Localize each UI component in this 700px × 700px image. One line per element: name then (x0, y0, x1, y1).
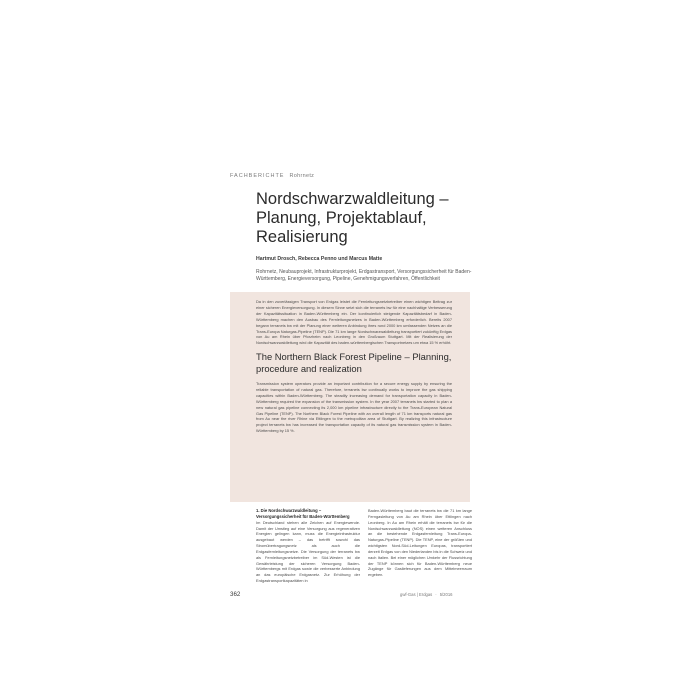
keywords: Rohrnetz, Neubauprojekt, Infrastrukturprojekt, Erdgastransport, Versorgungssicherheit für Baden-Württemberg, Energieversorgung, Pipeline, Genehmigungsverfahren, Öffentlichkeit (256, 269, 472, 282)
abstract-english-title: The Northern Black Forest Pipeline – Planning, procedure and realization (256, 351, 452, 374)
section-heading: 1. Die Nordschwarzwaldleitung – Versorgungssicherheit für Baden-Württemberg (256, 508, 350, 519)
title-line: Nordschwarzwaldleitung – (256, 190, 449, 208)
subsection-label: Rohrnetz (289, 173, 315, 179)
abstract-box (230, 292, 470, 502)
abstract-english: Transmission system operators provide an important contribution for a secure energy supply by ensuring the reliable transportation of natural gas. Therefore, terranets bw continually works to improve the gas shipping capacities within Baden-Württemberg. The steadily increasing demand for transportation capacity in Baden-Württemberg required the expansion of the transmission system. In the year 2007 terranets bw started to plan a new natural gas pipeline connecting its 2,000 km pipeline infrastructure directly to the Trans-European Natural Gas Pipeline (TENP). The Northern Black Forest Pipeline with an overall length of 71 km transports natural gas from Au near the river Rhine via Ettlingen to the metropolitan area of Stuttgart. By realizing this infrastructure project terranets bw has increased the transportation capacity of its natural gas transmission system in Baden-Württemberg by 15 %. (256, 381, 452, 434)
section-header (230, 173, 314, 179)
page-number: 362 (230, 591, 241, 598)
journal-footer: gwf-Gas | Erdgas · 5/2016 (400, 592, 453, 597)
authors-line: Hartmut Drosch, Rebecca Penno und Marcus Matte (256, 256, 383, 262)
abstract-german: Da in den zuverlässigen Transport von Erdgas leistet die Fernleitungsnetzbetreiber einen wichtigen Beitrag zur einer sicheren Energieversorgung. In diesem Sinne setzt sich die terranets bw für eine nachhaltige Verbesserung der Kapazitätssituation in Baden-Württemberg ein. Der kontinuierlich steigende Kapazitätsbedarf in Baden-Württemberg machen den Ausbau des Fernleitungsnetzes in Baden-Württemberg erforderlich. Bereits 2007 begann terranets bw mit der Planung einer weiteren Anbindung ihres rund 2000 km umfassenden Netzes an die Trans-Europa Naturgas-Pipeline (TENP). Die 71 km lange Nordschwarzwaldleitung transportiert zukünftig Erdgas von Au am Rhein über Pforzheim nach Leonberg in den Großraum Stuttgart. Mit der Realisierung der Nordschwarzwaldleitung wird die Kapazität des baden-württembergischen Transportnetzes um etwa 15 % erhöht. (256, 299, 452, 346)
article-title (256, 190, 456, 247)
body-text: Baden-Württemberg baut die terranets bw die 71 km lange Ferngasleitung von Au am Rhein über Ettlingen nach Leonberg. In Au am Rhein erhält die terranets bw für die Nordschwarzwaldleitung (NOS) einen weiteren Anschluss an die bestehende Erdgasfernleitung Trans-Europa-Naturgas-Pipeline (TENP). Die TENP, eine der größten und wichtigsten Nord-Süd-Leitungen Europas, transportiert derzeit Erdgas von den Niederlanden bis in die Schweiz und nach Italien. Bei einer möglichen Umkehr der Flussrichtung der TENP können sich für Baden-Württemberg neue Zugänge für Gaslieferungen aus dem Mittelmeerraum ergeben. (368, 508, 472, 578)
journal-name: gwf-Gas | Erdgas (400, 592, 433, 597)
title-line: Realisierung (256, 228, 348, 246)
body-column-right (368, 508, 472, 578)
body-column-left (256, 508, 360, 584)
journal-issue: 5/2016 (439, 592, 453, 597)
title-line: Planung, Projektablauf, (256, 209, 427, 227)
body-text: Im Deutschland stehen alle Zeichen auf Energiewende. Damit der Umstieg auf eine Versorgung aus regenerativen Energien gelingen kann, muss die Energieinfrastruktur ausgebaut werden – das betrifft sowohl das Stromübertragungsnetz als auch die Erdgasfernleitungsnetze. Die Versorgung der terranets bw als Fernleitungsnetzbetreiber im Süd-Westen ist die Gewährleistung der sicheren Versorgung Baden-Württembergs mit Erdgas sowie die verbesserte Anbindung an das europäische Erdgasnetz. Zur Erhöhung der Erdgastransportkapazitäten in (256, 519, 360, 584)
section-label: FACHBERICHTE (230, 173, 285, 179)
